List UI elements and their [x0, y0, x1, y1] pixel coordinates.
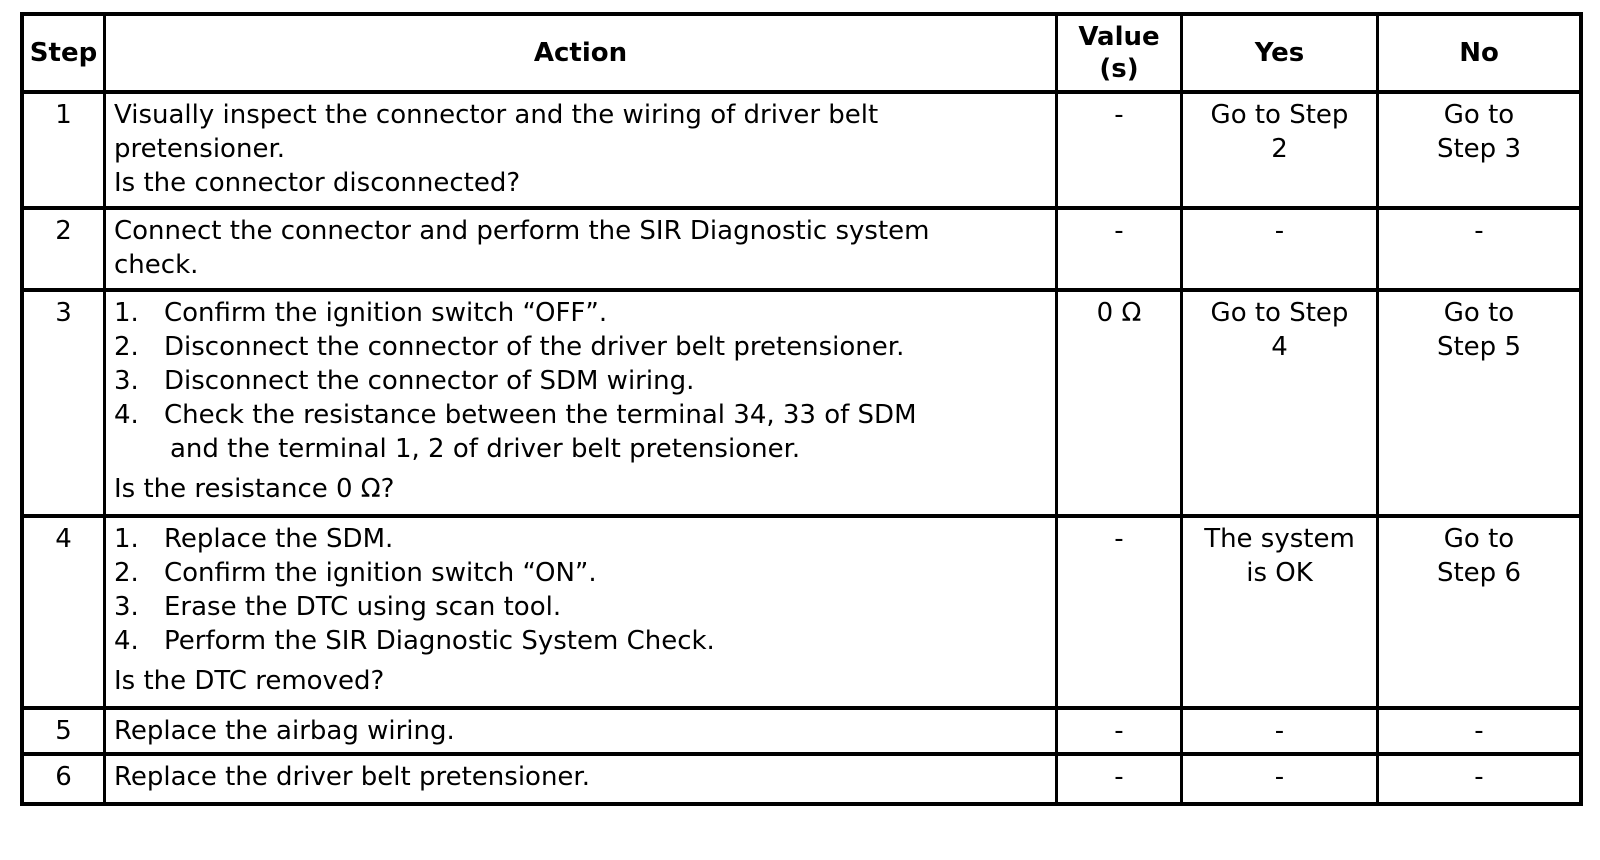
list-item-text: Disconnect the connector of SDM wiring. [164, 366, 695, 396]
table-row [24, 94, 1579, 210]
action-list [114, 522, 1047, 658]
action-cell [106, 292, 1058, 518]
no-line: Step 5 [1436, 332, 1521, 362]
action-line: Is the connector disconnected? [114, 168, 521, 198]
no-line: Go to [1443, 524, 1515, 554]
yes-cell [1183, 94, 1379, 210]
list-item-text-cont: and the terminal 1, 2 of driver belt pretensioner. [170, 434, 801, 464]
list-item [114, 330, 1047, 364]
no-cell [1379, 292, 1579, 518]
header-step: Step [24, 16, 106, 94]
action-cell [106, 94, 1058, 210]
list-item-number: 1. [114, 298, 139, 328]
list-item-text: Replace the SDM. [164, 524, 394, 554]
value-cell: - [1058, 756, 1183, 802]
list-item [114, 590, 1047, 624]
action-question: Is the resistance 0 Ω? [114, 474, 395, 504]
list-item-number: 4. [114, 400, 139, 430]
action-question: Is the DTC removed? [114, 666, 385, 696]
yes-line: The system [1204, 524, 1355, 554]
table-row [24, 756, 1579, 802]
diagnostic-table-container [20, 12, 1575, 806]
yes-cell: - [1183, 710, 1379, 756]
list-item [114, 624, 1047, 658]
no-cell: - [1379, 210, 1579, 292]
step-cell: 5 [24, 710, 106, 756]
no-cell: - [1379, 710, 1579, 756]
value-cell: - [1058, 518, 1183, 710]
list-item-text: Confirm the ignition switch “ON”. [164, 558, 597, 588]
action-line: Connect the connector and perform the SIR Diagnostic system [114, 216, 930, 246]
yes-line: Go to Step [1210, 100, 1349, 130]
no-line: Step 3 [1436, 134, 1521, 164]
header-yes: Yes [1183, 16, 1379, 94]
header-row [24, 16, 1579, 94]
yes-line: 4 [1271, 332, 1288, 362]
list-item [114, 364, 1047, 398]
yes-line: 2 [1271, 134, 1288, 164]
header-value-line2: (s) [1099, 54, 1139, 84]
list-item-number: 3. [114, 592, 139, 622]
step-cell: 2 [24, 210, 106, 292]
list-item [114, 296, 1047, 330]
list-item-text: Erase the DTC using scan tool. [164, 592, 562, 622]
list-item-number: 2. [114, 558, 139, 588]
table-row [24, 710, 1579, 756]
action-list [114, 296, 1047, 466]
list-item [114, 398, 1047, 466]
list-item-text: Check the resistance between the terminal 34, 33 of SDM [164, 400, 917, 430]
yes-cell: - [1183, 756, 1379, 802]
no-line: Go to [1443, 100, 1515, 130]
no-cell [1379, 94, 1579, 210]
action-cell [106, 210, 1058, 292]
diagnostic-table [20, 12, 1583, 806]
list-item [114, 556, 1047, 590]
list-item [114, 522, 1047, 556]
action-line: Visually inspect the connector and the wiring of driver belt [114, 100, 879, 130]
no-line: Step 6 [1436, 558, 1521, 588]
yes-cell [1183, 292, 1379, 518]
list-item-number: 2. [114, 332, 139, 362]
table-row [24, 292, 1579, 518]
action-cell [106, 518, 1058, 710]
step-cell: 1 [24, 94, 106, 210]
value-cell: - [1058, 710, 1183, 756]
list-item-number: 1. [114, 524, 139, 554]
header-no: No [1379, 16, 1579, 94]
action-line: Replace the driver belt pretensioner. [114, 762, 590, 792]
yes-line: is OK [1246, 558, 1313, 588]
yes-line: Go to Step [1210, 298, 1349, 328]
action-cell [106, 710, 1058, 756]
action-line: Replace the airbag wiring. [114, 716, 455, 746]
yes-cell: - [1183, 210, 1379, 292]
no-cell [1379, 518, 1579, 710]
yes-cell [1183, 518, 1379, 710]
list-item-text: Perform the SIR Diagnostic System Check. [164, 626, 715, 656]
header-value-line1: Value [1078, 22, 1160, 52]
value-cell: 0 Ω [1058, 292, 1183, 518]
table-row [24, 210, 1579, 292]
step-cell: 3 [24, 292, 106, 518]
no-cell: - [1474, 762, 1484, 792]
step-cell: 4 [24, 518, 106, 710]
no-line: Go to [1443, 298, 1515, 328]
value-cell: - [1058, 94, 1183, 210]
value-cell: - [1058, 210, 1183, 292]
action-line: pretensioner. [114, 134, 286, 164]
action-line: check. [114, 250, 199, 280]
list-item-text: Confirm the ignition switch “OFF”. [164, 298, 608, 328]
step-cell: 6 [24, 756, 106, 802]
action-cell [106, 756, 1058, 802]
list-item-text: Disconnect the connector of the driver belt pretensioner. [164, 332, 905, 362]
header-action: Action [106, 16, 1058, 94]
table-row [24, 518, 1579, 710]
header-value [1058, 16, 1183, 94]
list-item-number: 4. [114, 626, 139, 656]
list-item-number: 3. [114, 366, 139, 396]
list-item-text-wrap [164, 398, 1047, 466]
